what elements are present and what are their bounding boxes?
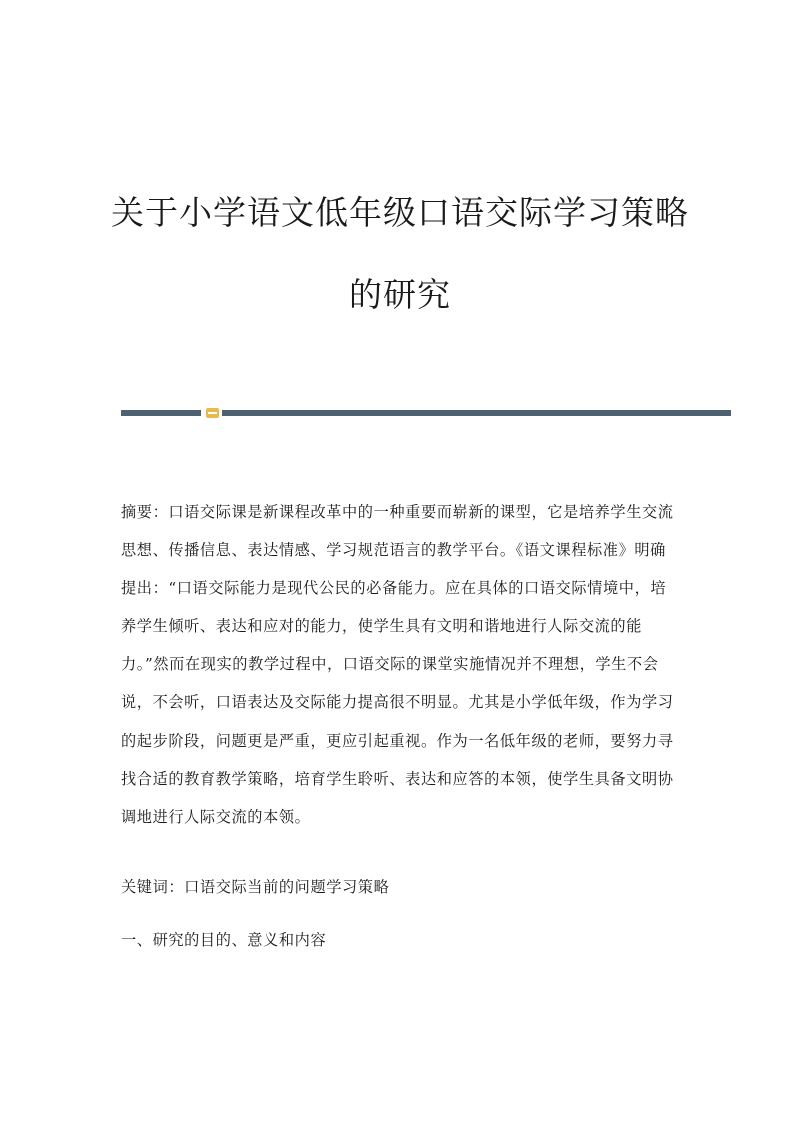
divider-bar-left (121, 410, 201, 416)
keywords-line: 关键词：口语交际当前的问题学习策略 (121, 878, 390, 896)
divider-ornament-icon (206, 408, 219, 418)
document-title-line-1: 关于小学语文低年级口语交际学习策略 (111, 193, 689, 232)
divider-bar-right (222, 410, 731, 416)
title-divider (121, 408, 731, 418)
document-title-line-2: 的研究 (349, 275, 451, 314)
section-heading-1: 一、研究的目的、意义和内容 (121, 931, 327, 949)
abstract-paragraph: 摘要：口语交际课是新课程改革中的一种重要而崭新的课型，它是培养学生交流思想、传播信息、表达情感、学习规范语言的教学平台。《语文课程标准》明确提出：“口语交际能力是现代公民的必备能力。应在具体的口语交际情境中，培养学生倾听、表达和应对的能力，使学生具有文明和谐地进行人际交流的能力。”然而在现实的教学过程中，口语交际的课堂实施情况并不理想，学生不会说，不会听，口语表达及交际能力提高很不明显。尤其是小学低年级，作为学习的起步阶段，问题更是严重，更应引起重视。作为一名低年级的老师，要努力寻找合适的教育教学策略，培育学生聆听、表达和应答的本领，使学生具备文明协调地进行人际交流的本领。 (121, 503, 674, 826)
